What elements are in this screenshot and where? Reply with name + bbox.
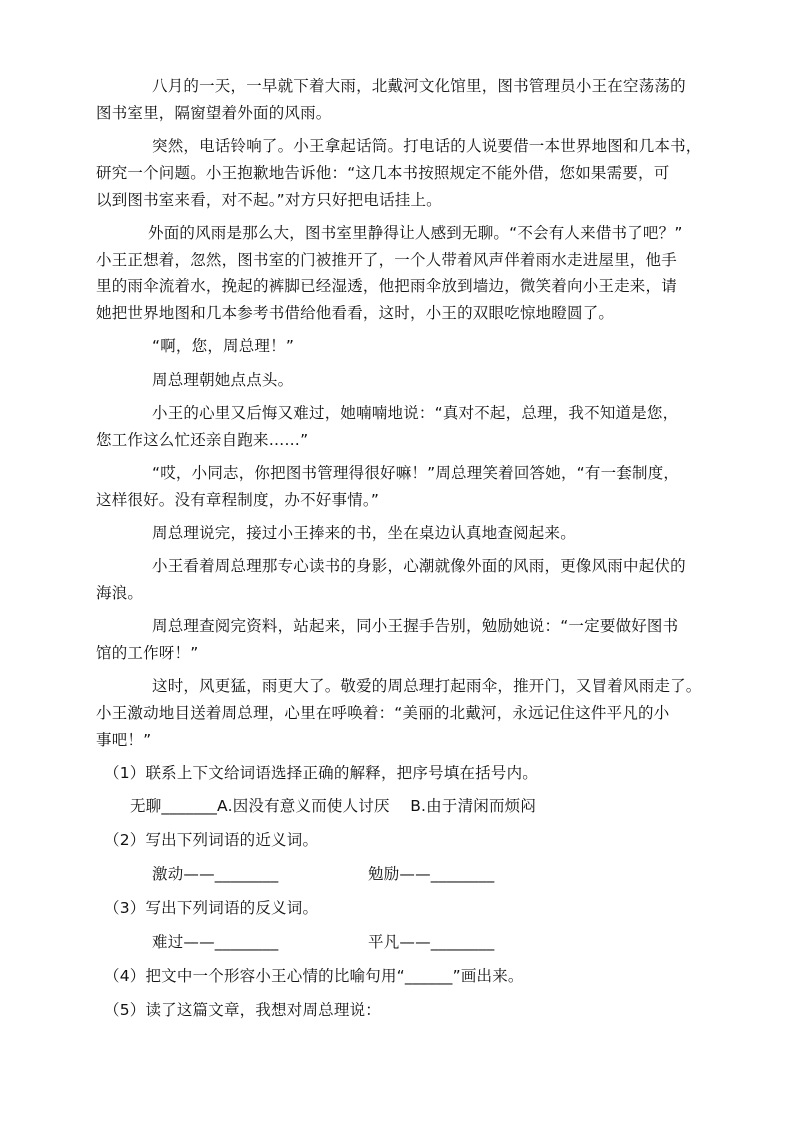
question-3-item-1: 难过——________ [152,933,279,951]
question-4: （4）把文中一个形容小王心情的比喻句用“______”画出来。 [104,967,524,985]
paragraph-3-line-3: 里的雨伞流着水，挽起的裤脚已经湿透，他把雨伞放到墙边，微笑着向小王走来，请 [96,277,677,295]
paragraph-7-line-2: 海浪。 [96,584,144,602]
narration-line-1: 周总理朝她点点头。 [152,371,294,389]
paragraph-2-line-1: 突然，电话铃响了。小王拿起话筒。打电话的人说要借一本世界地图和几本书， [152,137,702,155]
question-5: （5）读了这篇文章，我想对周总理说： [104,1001,381,1019]
paragraph-7-line-1: 小王看着周总理那专心读书的身影，心潮就像外面的风雨，更像风雨中起伏的 [152,557,686,575]
question-1: （1）联系上下文给词语选择正确的解释，把序号填在括号内。 [104,764,538,782]
question-3-item-2: 平凡——________ [368,933,495,951]
paragraph-6-line-1: 周总理说完，接过小王捧来的书，坐在桌边认真地查阅起来。 [152,524,576,542]
paragraph-9-line-1: 这时，风更猛，雨更大了。敬爱的周总理打起雨伞，推开门，又冒着风雨走了。 [152,677,702,695]
paragraph-4-line-1: 小王的心里又后悔又难过，她喃喃地说：“真对不起，总理，我不知道是您， [152,404,679,422]
question-2: （2）写出下列词语的近义词。 [104,831,319,849]
paragraph-1-line-2: 图书室里，隔窗望着外面的风雨。 [96,104,332,122]
paragraph-8-line-2: 馆的工作呀！” [96,644,199,662]
question-2-item-1: 激动——________ [152,865,279,883]
paragraph-3-line-2: 小王正想着，忽然，图书室的门被推开了，一个人带着风声伴着雨水走进屋里，他手 [96,251,677,269]
paragraph-3-line-1: 外面的风雨是那么大，图书室里静得让人感到无聊。“不会有人来借书了吧？” [148,224,683,242]
question-3: （3）写出下列词语的反义词。 [104,899,319,917]
question-1-options: 无聊_______A.因没有意义而使人讨厌 B.由于清闲而烦闷 [130,797,537,815]
paragraph-8-line-1: 周总理查阅完资料，站起来，同小王握手告别，勉励她说：“一定要做好图书 [152,617,679,635]
paragraph-2-line-2: 研究一个问题。小王抱歉地告诉他：“这几本书按照规定不能外借，您如果需要，可 [96,164,670,182]
paragraph-5-line-1: “哎，小同志，你把图书管理得很好嘛！”周总理笑着回答她，“有一套制度， [152,464,680,482]
paragraph-3-line-4: 她把世界地图和几本参考书借给他看看，这时，小王的双眼吃惊地瞪圆了。 [96,304,615,322]
paragraph-4-line-2: 您工作这么忙还亲自跑来……” [96,431,309,449]
paragraph-9-line-2: 小王激动地目送着周总理，心里在呼唤着：“美丽的北戴河，永远记住这件平凡的小 [96,704,670,722]
question-2-item-2: 勉励——________ [368,865,495,883]
paragraph-1-line-1: 八月的一天，一早就下着大雨，北戴河文化馆里，图书管理员小王在空荡荡的 [152,77,686,95]
paragraph-9-line-3: 事吧！” [96,731,152,749]
paragraph-5-line-2: 这样很好。没有章程制度，办不好事情。” [96,491,380,509]
paragraph-2-line-3: 以到图书室来看，对不起。”对方只好把电话挂上。 [96,191,442,209]
dialogue-line-1: “啊，您，周总理！” [152,337,295,355]
